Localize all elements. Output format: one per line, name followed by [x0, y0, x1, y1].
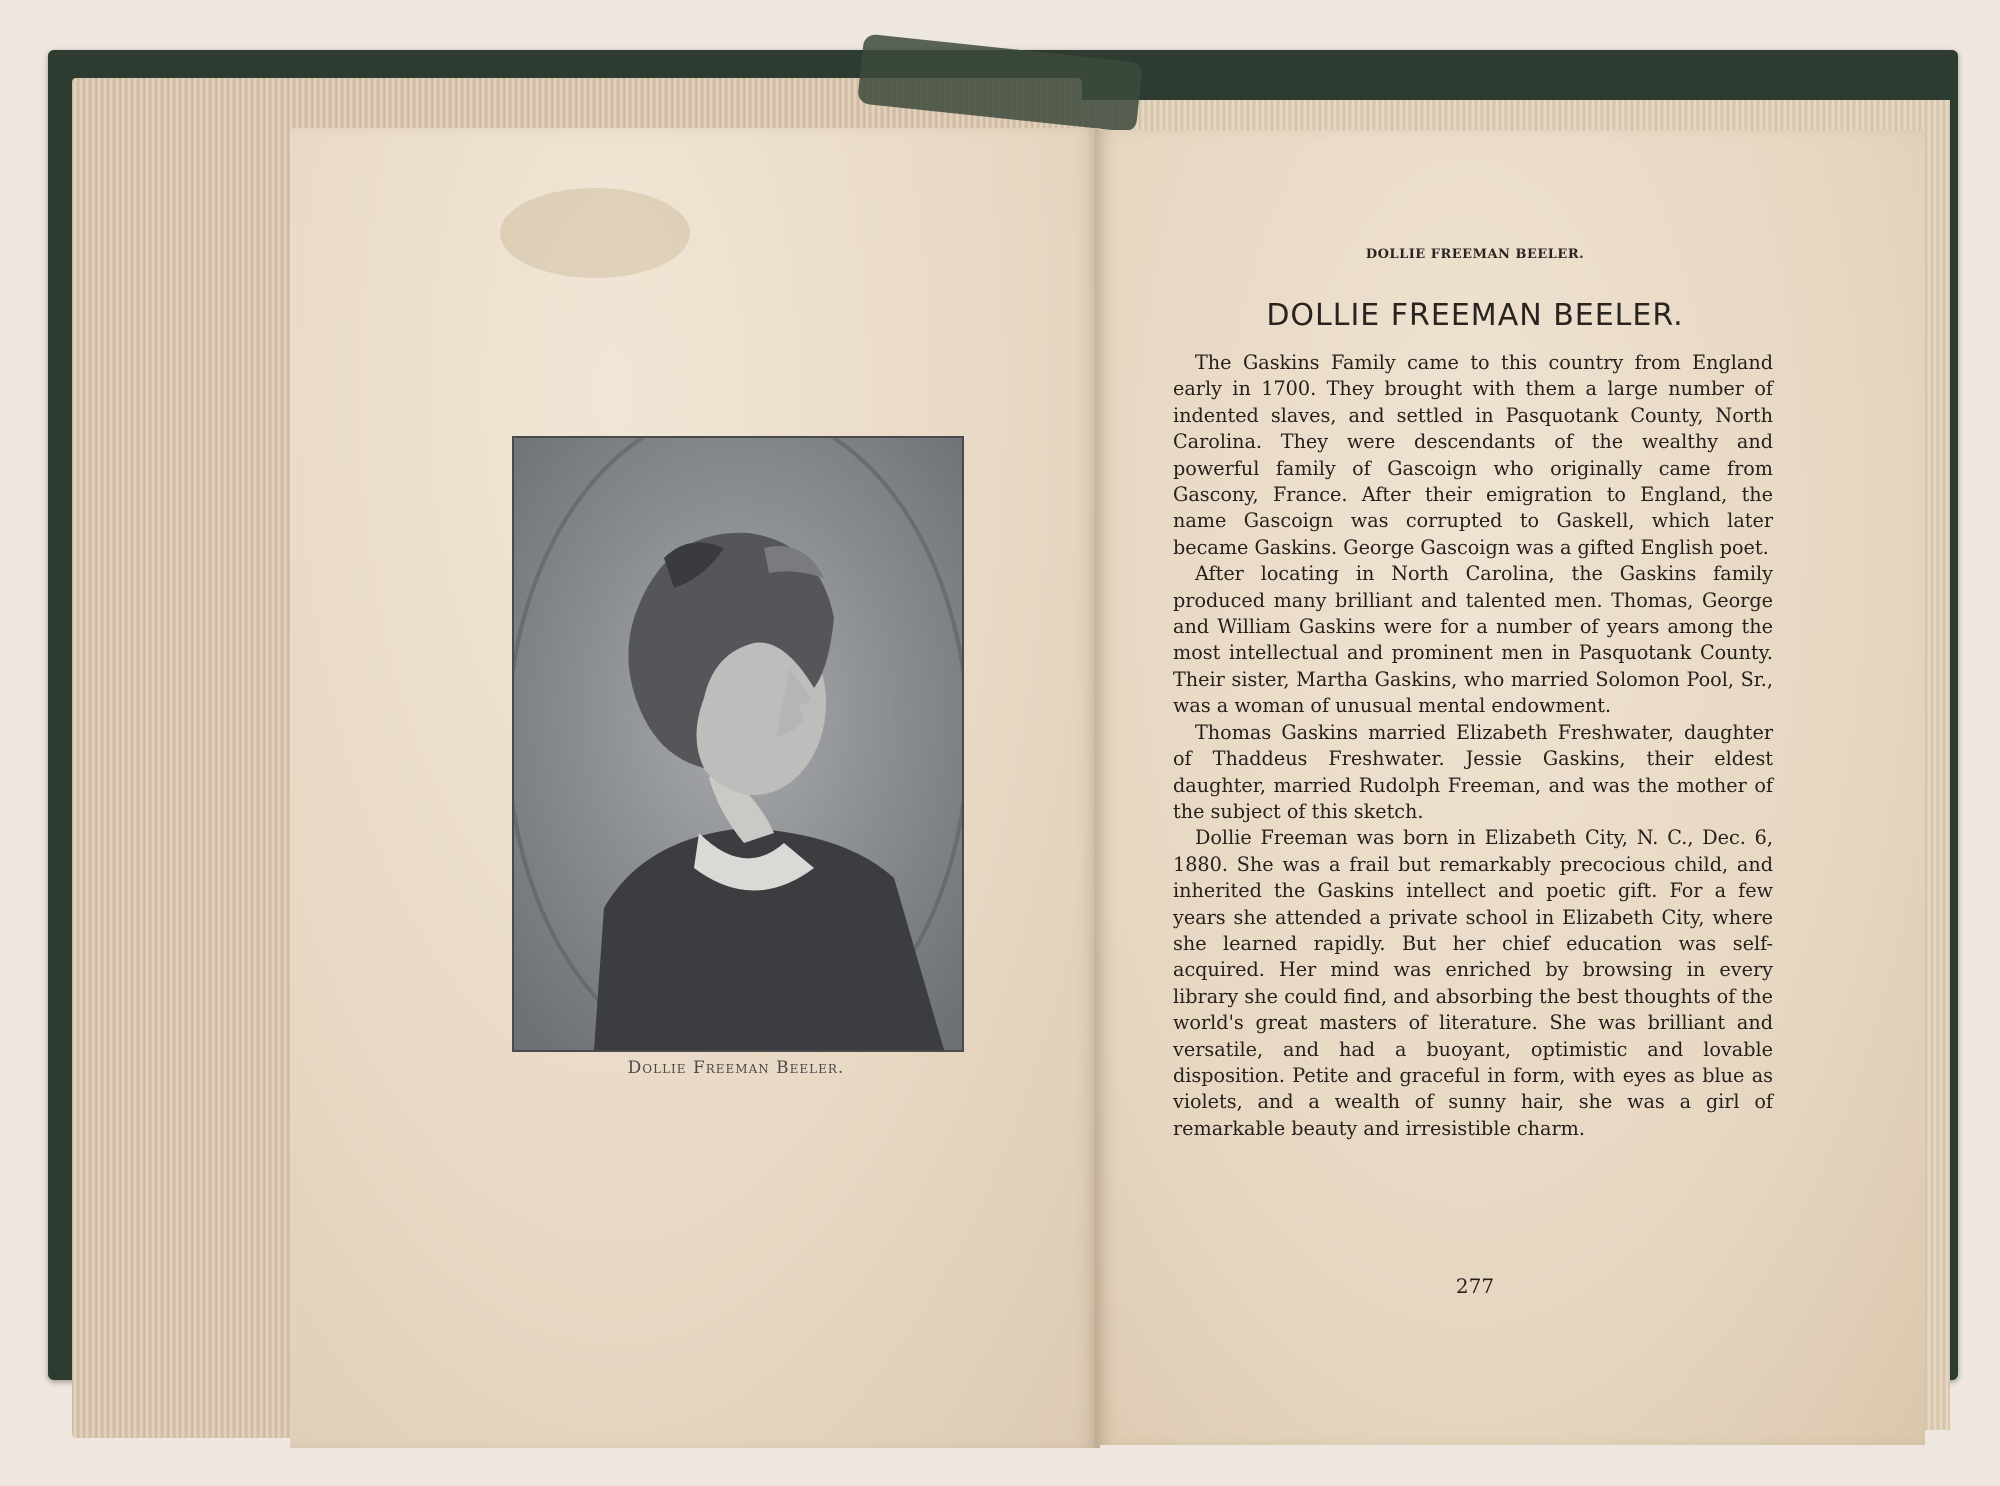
paragraph: Thomas Gaskins married Elizabeth Freshwater, daughter of Thaddeus Freshwater. Jessie Gaskins, their eldest daughter, married Rudolph Freeman, and was the mother of the subject of this sketch.: [1173, 720, 1773, 823]
body-text: [1173, 350, 1773, 1142]
running-head: DOLLIE FREEMAN BEELER.: [1365, 247, 1585, 262]
portrait-photo: [512, 436, 964, 1052]
water-stain: [500, 188, 690, 278]
paragraph: The Gaskins Family came to this country from England early in 1700. They brought with them a large number of indented slaves, and settled in Pasquotank County, North Carolina. They were descendants of the wealthy and powerful family of Gascoign who originally came from Gascony, France. After their emigration to England, the name Gascoign was corrupted to Gaskell, which later became Gaskins. George Gascoign was a gifted English poet.: [1173, 351, 1773, 559]
page-number: 277: [1455, 1274, 1495, 1298]
right-page: [1095, 130, 1925, 1445]
photo-caption: Dollie Freeman Beeler.: [627, 1058, 845, 1078]
left-page: [290, 128, 1100, 1448]
chapter-title: DOLLIE FREEMAN BEELER.: [1266, 298, 1684, 333]
paragraph: After locating in North Carolina, the Gaskins family produced many brilliant and talented men. Thomas, George and William Gaskins were for a number of years among the most intellectual and prominent men in Pasquotank County. Their sister, Martha Gaskins, who married Solomon Pool, Sr., was a woman of unusual mental endowment.: [1173, 562, 1773, 718]
portrait-illustration: [514, 438, 962, 1050]
paragraph: Dollie Freeman was born in Elizabeth City, N. C., Dec. 6, 1880. She was a frail but remarkably precocious child, and inherited the Gaskins intellect and poetic gift. For a few years she attended a private school in Elizabeth City, where she learned rapidly. But her chief education was self-acquired. Her mind was enriched by browsing in every library she could find, and absorbing the best thoughts of the world's great masters of literature. She was brilliant and versatile, and had a buoyant, optimistic and lovable disposition. Petite and graceful in form, with eyes as blue as violets, and a wealth of sunny hair, she was a girl of remarkable beauty and irresistible charm.: [1173, 826, 1773, 1140]
